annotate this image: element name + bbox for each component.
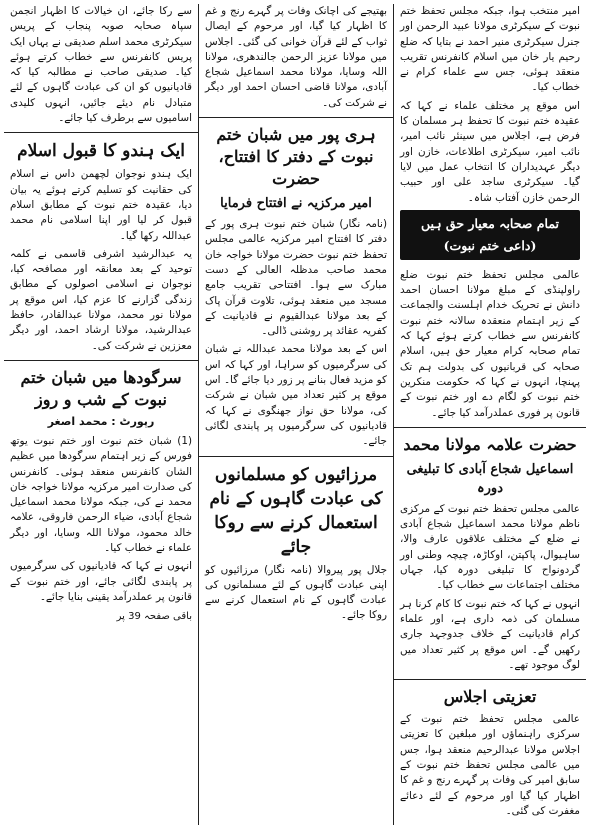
headline: حضرت علامہ مولانا محمد <box>403 434 577 454</box>
column-left <box>4 4 198 825</box>
article-paragraph: عالمی مجلس تحفظ ختم نبوت ضلع راولپنڈی کے مبلغ مولانا احسان احمد دانش نے تحریک خدام اہلسنت والجماعت کے زیر اہتمام منعقدہ سالانہ ختم نبوت کانفرنس سے خطاب کرتے ہوئے کہا کہ تمام صحابہ کرام معیار حق ہیں، اسلام صحابہ کی قربانیوں کی بدولت ہم تک پہنچا، انہوں نے کہا کہ حکومت منکرین ختم نبوت کو لگام دے اور ختم نبوت کے قانون پر فوری عملدرآمد کیا جائے۔ <box>400 268 580 419</box>
divider <box>394 427 586 428</box>
continuation-note: باقی صفحہ 39 پر <box>116 611 192 623</box>
article-paragraph: امیر منتخب ہوا، جبکہ مجلس تحفظ ختم نبوت کے سیکرٹری مولانا عبید الرحمن اور جنرل سیکرٹری منیر احمد نے بتایا کہ ضلع رحیم یار خان میں اسلام کانفرنس تقریب منعقد ہوئی، جس سے علماء کرام نے خطاب کیا۔ <box>400 5 580 94</box>
subheadline: اسماعیل شجاع آبادی کا تبلیغی دورہ <box>406 461 574 496</box>
article-paragraph: اس کے بعد مولانا محمد عبداللہ نے شبان کی سرگرمیوں کو سراہا، اور کہا کہ اس کو مزید فعال بنانے پر زور دیا جائے گا۔ اس موقع پر کثیر تعداد میں شبان نے شرکت کی، مولانا حق نواز جھنگوی نے کہا کہ قادیانیوں کی سرگرمیوں پر پابندی لگائی جائے۔ <box>205 343 387 448</box>
divider <box>4 360 198 361</box>
divider <box>394 679 586 680</box>
article-paragraph: یہ عبدالرشید اشرفی قاسمی نے کلمہ توحید کے بعد معانقہ اور مصافحہ کیا، نوجوان نے اسلامی اصولوں کے مطابق زندگی گزارنے کا عزم کیا، اس موقع پر مولانا نور محمد، مولانا عبدالقادر، حافظ عبدالرشید، مولانا ارشاد احمد، اور دیگر معززین نے شرکت کی۔ <box>10 247 192 352</box>
article-paragraph: (نامہ نگار) شبان ختم نبوت ہری پور کے دفتر کا افتتاح امیر مرکزیہ عالمی مجلس تحفظ ختم نبوت حضرت مولانا خواجہ خان محمد صاحب مدظلہ العالی کے دست مبارک سے ہوا۔ افتتاحی تقریب جامع مسجد میں منعقد ہوئی، تلاوت قرآن پاک کے بعد مولانا عبدالقیوم نے قادیانیت کے کفریہ عقائد پر روشنی ڈالی۔ <box>205 218 387 338</box>
headline: سرگودھا میں شبان ختم نبوت کے شب و روز <box>20 367 182 409</box>
headline: تعزیتی اجلاس <box>443 687 537 707</box>
byline: رپورٹ : محمد اصغر <box>47 414 155 428</box>
article-paragraph: عالمی مجلس تحفظ ختم نبوت کے مرکزی ناظم مولانا محمد اسماعیل شجاع آبادی نے ضلع کے مختلف علاقوں عارف والا، ساہیوال، پاکپتن، اوکاڑہ، چیچہ وطنی اور گردونواح کا تبلیغی دورہ کیا، جہاں مختلف اجتماعات سے خطاب کیا۔ <box>400 502 580 592</box>
article-paragraph: عالمی مجلس تحفظ ختم نبوت کے سرکزی راہنماؤں اور مبلغین کا تعزیتی اجلاس مولانا عبدالرحیم منعقد ہوا، جس میں عالمی مجلس تحفظ ختم نبوت کے سابق امیر کی وفات پر گہرے رنج و غم کا اظہار کیا گیا اور مرحوم کے لئے دعائے مغفرت کی گئی۔ <box>400 713 580 817</box>
article-paragraph: انہوں نے کہا کہ ختم نبوت کا کام کرنا ہر مسلمان کی ذمہ داری ہے، اور علماء کرام قادیانیت کے خلاف جدوجہد جاری رکھیں گے۔ اس موقع پر کثیر تعداد میں لوگ موجود تھے۔ <box>400 597 580 671</box>
article-paragraph: جلال پور پیروالا (نامہ نگار) مرزائیوں کو اپنی عبادت گاہوں کے لئے مسلمانوں کی عبادت گاہوں کے نام استعمال کرنے سے روکا جائے۔ <box>205 563 387 622</box>
banner-headline: تمام صحابہ معیار حق ہیں (داعی ختم نبوت) <box>400 210 580 260</box>
divider <box>199 117 393 118</box>
subheadline: امیر مرکزیہ نے افتتاح فرمایا <box>220 196 372 212</box>
article-paragraph: بھتیجے کی اچانک وفات پر گہرے رنج و غم کا اظہار کیا گیا، اور مرحوم کے ایصال ثواب کے لئے قرآن خوانی کی گئی۔ اجلاس میں مولانا عزیز الرحمن جالندھری، مولانا اللہ وسایا، مولانا محمد اسماعیل شجاع آبادی، مولانا قاضی احسان احمد اور دیگر نے شرکت کی۔ <box>205 5 387 109</box>
article-paragraph: (1) شبان ختم نبوت اور ختم نبوت یوتھ فورس کے زیر اہتمام سرگودھا میں عظیم الشان کانفرنس منعقد ہوئی۔ کانفرنس کی صدارت امیر مرکزیہ مولانا خواجہ خان محمد نے کی، جبکہ مولانا محمد اسماعیل شجاع آبادی، ضیاء الرحمن فاروقی، علامہ خالد محمود، مولانا اللہ وسایا، اور دیگر علماء نے خطاب کیا۔ <box>10 434 192 555</box>
divider <box>199 456 393 457</box>
headline: مرزائیوں کو مسلمانوں کی عبادت گاہوں کے نام استعمال کرنے سے روکا جائے <box>209 464 383 557</box>
divider <box>4 132 198 133</box>
article-paragraph: اس موقع پر مختلف علماء نے کہا کہ عقیدہ ختم نبوت کا تحفظ ہر مسلمان کا فرض ہے، اجلاس میں سینئر نائب امیر، نائب امیر، سیکرٹری اطلاعات، خازن اور دیگر عہدیداران کا انتخاب عمل میں لایا گیا۔ سیکرٹری ساجد علی اور حبیب الرحمن خازن آفتاب شاہ۔ <box>400 99 580 204</box>
article-paragraph: انہوں نے کہا کہ قادیانیوں کی سرگرمیوں پر پابندی لگائی جائے، اور ختم نبوت کے قانون پر عملدرآمد یقینی بنایا جائے۔ <box>10 560 192 603</box>
headline: ایک ہندو کا قبول اسلام <box>17 141 185 162</box>
columns-container <box>4 4 586 825</box>
column-middle <box>198 4 393 825</box>
article-paragraph: ایک ہندو نوجوان لچھمن داس نے اسلام کی حقانیت کو تسلیم کرتے ہوئے یہ بیان دیا، عقیدہ ختم نبوت کے مطابق اسلام قبول کر لیا اور اپنا اسلامی نام محمد عبداللہ رکھا گیا۔ <box>10 168 192 242</box>
column-right <box>393 4 586 825</box>
headline: ہری پور میں شبان ختم نبوت کے دفتر کا افتتاح، حضرت <box>216 125 376 189</box>
article-paragraph: سے رکا جائے، ان خیالات کا اظہار انجمن سپاہ صحابہ صوبہ پنجاب کے پریس سیکرٹری محمد اسلم صدیقی نے یہاں ایک پریس کانفرنس سے خطاب کرتے ہوئے کیا۔ صدیقی صاحب نے مطالبہ کیا کہ قادیانیوں کو ان کی عبادت گاہوں کے لئے متبادل نام دیئے جائیں، انہوں کلیدی اسامیوں سے برطرف کیا جائے۔ <box>10 5 192 125</box>
